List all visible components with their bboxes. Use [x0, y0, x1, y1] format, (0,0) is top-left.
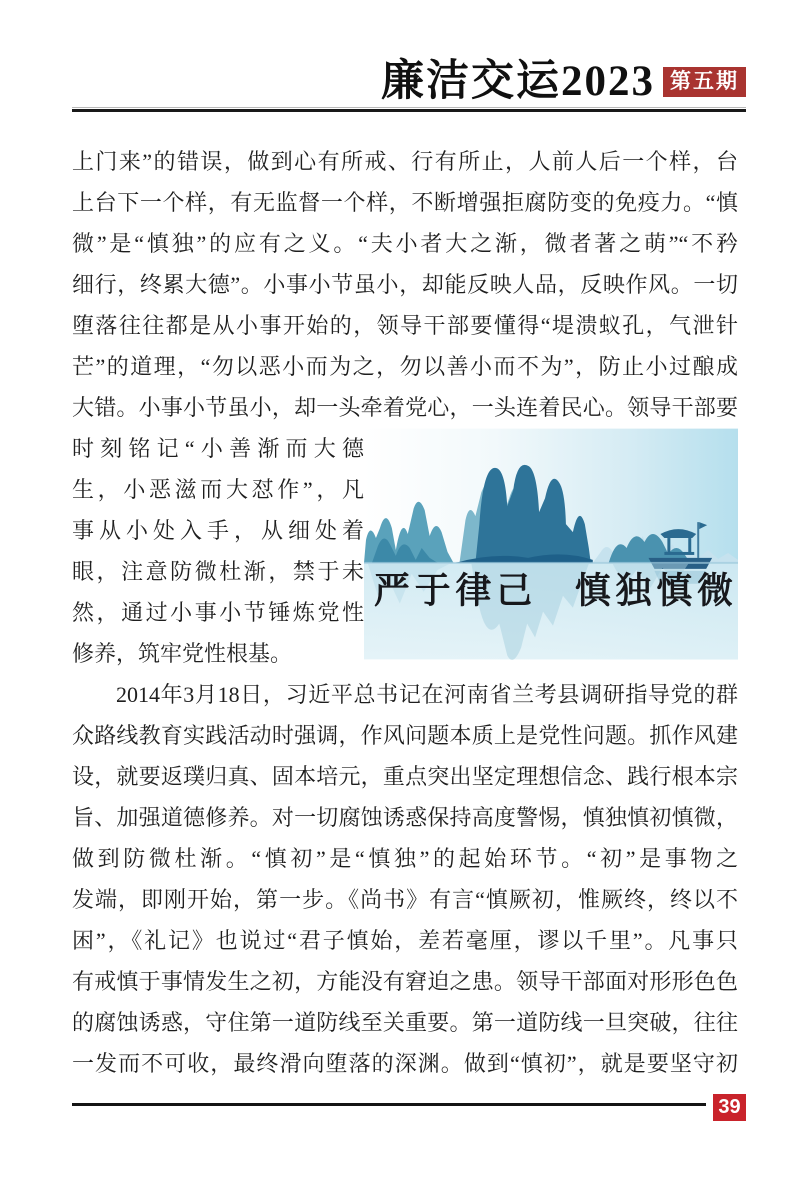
text-line: 细行，终累大德”。小事小节虽小，却能反映人品，反映作风。一切 — [72, 272, 738, 297]
article-body — [72, 141, 738, 1084]
header-rule-secondary — [72, 107, 746, 108]
boat-post — [688, 538, 691, 554]
text-line: 芒”的道理，“勿以恶小而为之，勿以善小而不为”，防止小过酿成 — [72, 354, 738, 379]
footer-rule — [72, 1103, 706, 1106]
text-line: 生，小恶滋而大怼作”，凡 — [72, 477, 364, 502]
caption-left: 严于律己 — [373, 570, 538, 611]
text-line: 眼，注意防微杜渐，禁于未 — [72, 559, 364, 584]
caption-right: 慎独慎微 — [574, 570, 738, 611]
page-header — [72, 58, 746, 106]
text-line: 时刻铭记“小善渐而大德 — [72, 436, 364, 461]
page-number-badge: 39 — [713, 1094, 746, 1121]
boat-mast — [697, 522, 699, 558]
text-line: 困”，《礼记》也说过“君子慎始，差若毫厘，谬以千里”。凡事只 — [72, 928, 738, 953]
text-line: 设，就要返璞归真、固本培元，重点突出坚定理想信念、践行根本宗 — [72, 764, 738, 789]
text-line: 的腐蚀诱惑，守住第一道防线至关重要。第一道防线一旦突破，往往 — [72, 1010, 738, 1035]
text-image-row — [72, 428, 738, 674]
text-line: 众路线教育实践活动时强调，作风问题本质上是党性问题。抓作风建 — [72, 723, 738, 748]
landscape-image — [364, 428, 738, 660]
text-line: 旨、加强道德修养。对一切腐蚀诱惑保持高度警惕，慎独慎初慎微， — [72, 805, 738, 830]
masthead-title: 廉洁交运2023 — [381, 58, 655, 105]
text-line: 2014年3月18日，习近平总书记在河南省兰考县调研指导党的群 — [116, 682, 738, 707]
paragraph-1 — [72, 141, 738, 428]
text-line: 一发而不可收，最终滑向堕落的深渊。做到“慎初”，就是要坚守初 — [72, 1051, 738, 1076]
text-line: 微”是“慎独”的应有之义。“夫小者大之渐，微者著之萌”“不矜 — [72, 231, 738, 256]
text-line: 上门来”的错误，做到心有所戒、行有所止，人前人后一个样，台 — [72, 149, 738, 174]
text-line: 大错。小事小节虽小，却一头牵着党心，一头连着民心。领导干部要 — [72, 395, 738, 420]
issue-badge: 第五期 — [663, 67, 746, 97]
text-line: 发端，即刚开始，第一步。《尚书》有言“慎厥初，惟厥终，终以不 — [72, 887, 738, 912]
inline-illustration — [364, 428, 738, 660]
text-line: 堕落往往都是从小事开始的，领导干部要懂得“堤溃蚁孔，气泄针 — [72, 313, 738, 338]
header-rule — [72, 109, 746, 112]
boat-deck — [664, 552, 694, 555]
text-line: 然，通过小事小节锤炼党性 — [72, 600, 364, 625]
paragraph-1-continued — [72, 428, 364, 674]
paragraph-2 — [72, 674, 738, 1084]
text-line: 修养，筑牢党性根基。 — [72, 641, 293, 666]
boat-post — [667, 538, 670, 554]
text-line: 事从小处入手，从细处着 — [72, 518, 364, 543]
text-line: 有戒慎于事情发生之初，方能没有窘迫之患。领导干部面对形形色色 — [72, 969, 738, 994]
text-line: 做到防微杜渐。“慎初”是“慎独”的起始环节。“初”是事物之 — [72, 846, 738, 871]
waterline — [364, 562, 738, 564]
text-line: 上台下一个样，有无监督一个样，不断增强拒腐防变的免疫力。“慎 — [72, 190, 738, 215]
